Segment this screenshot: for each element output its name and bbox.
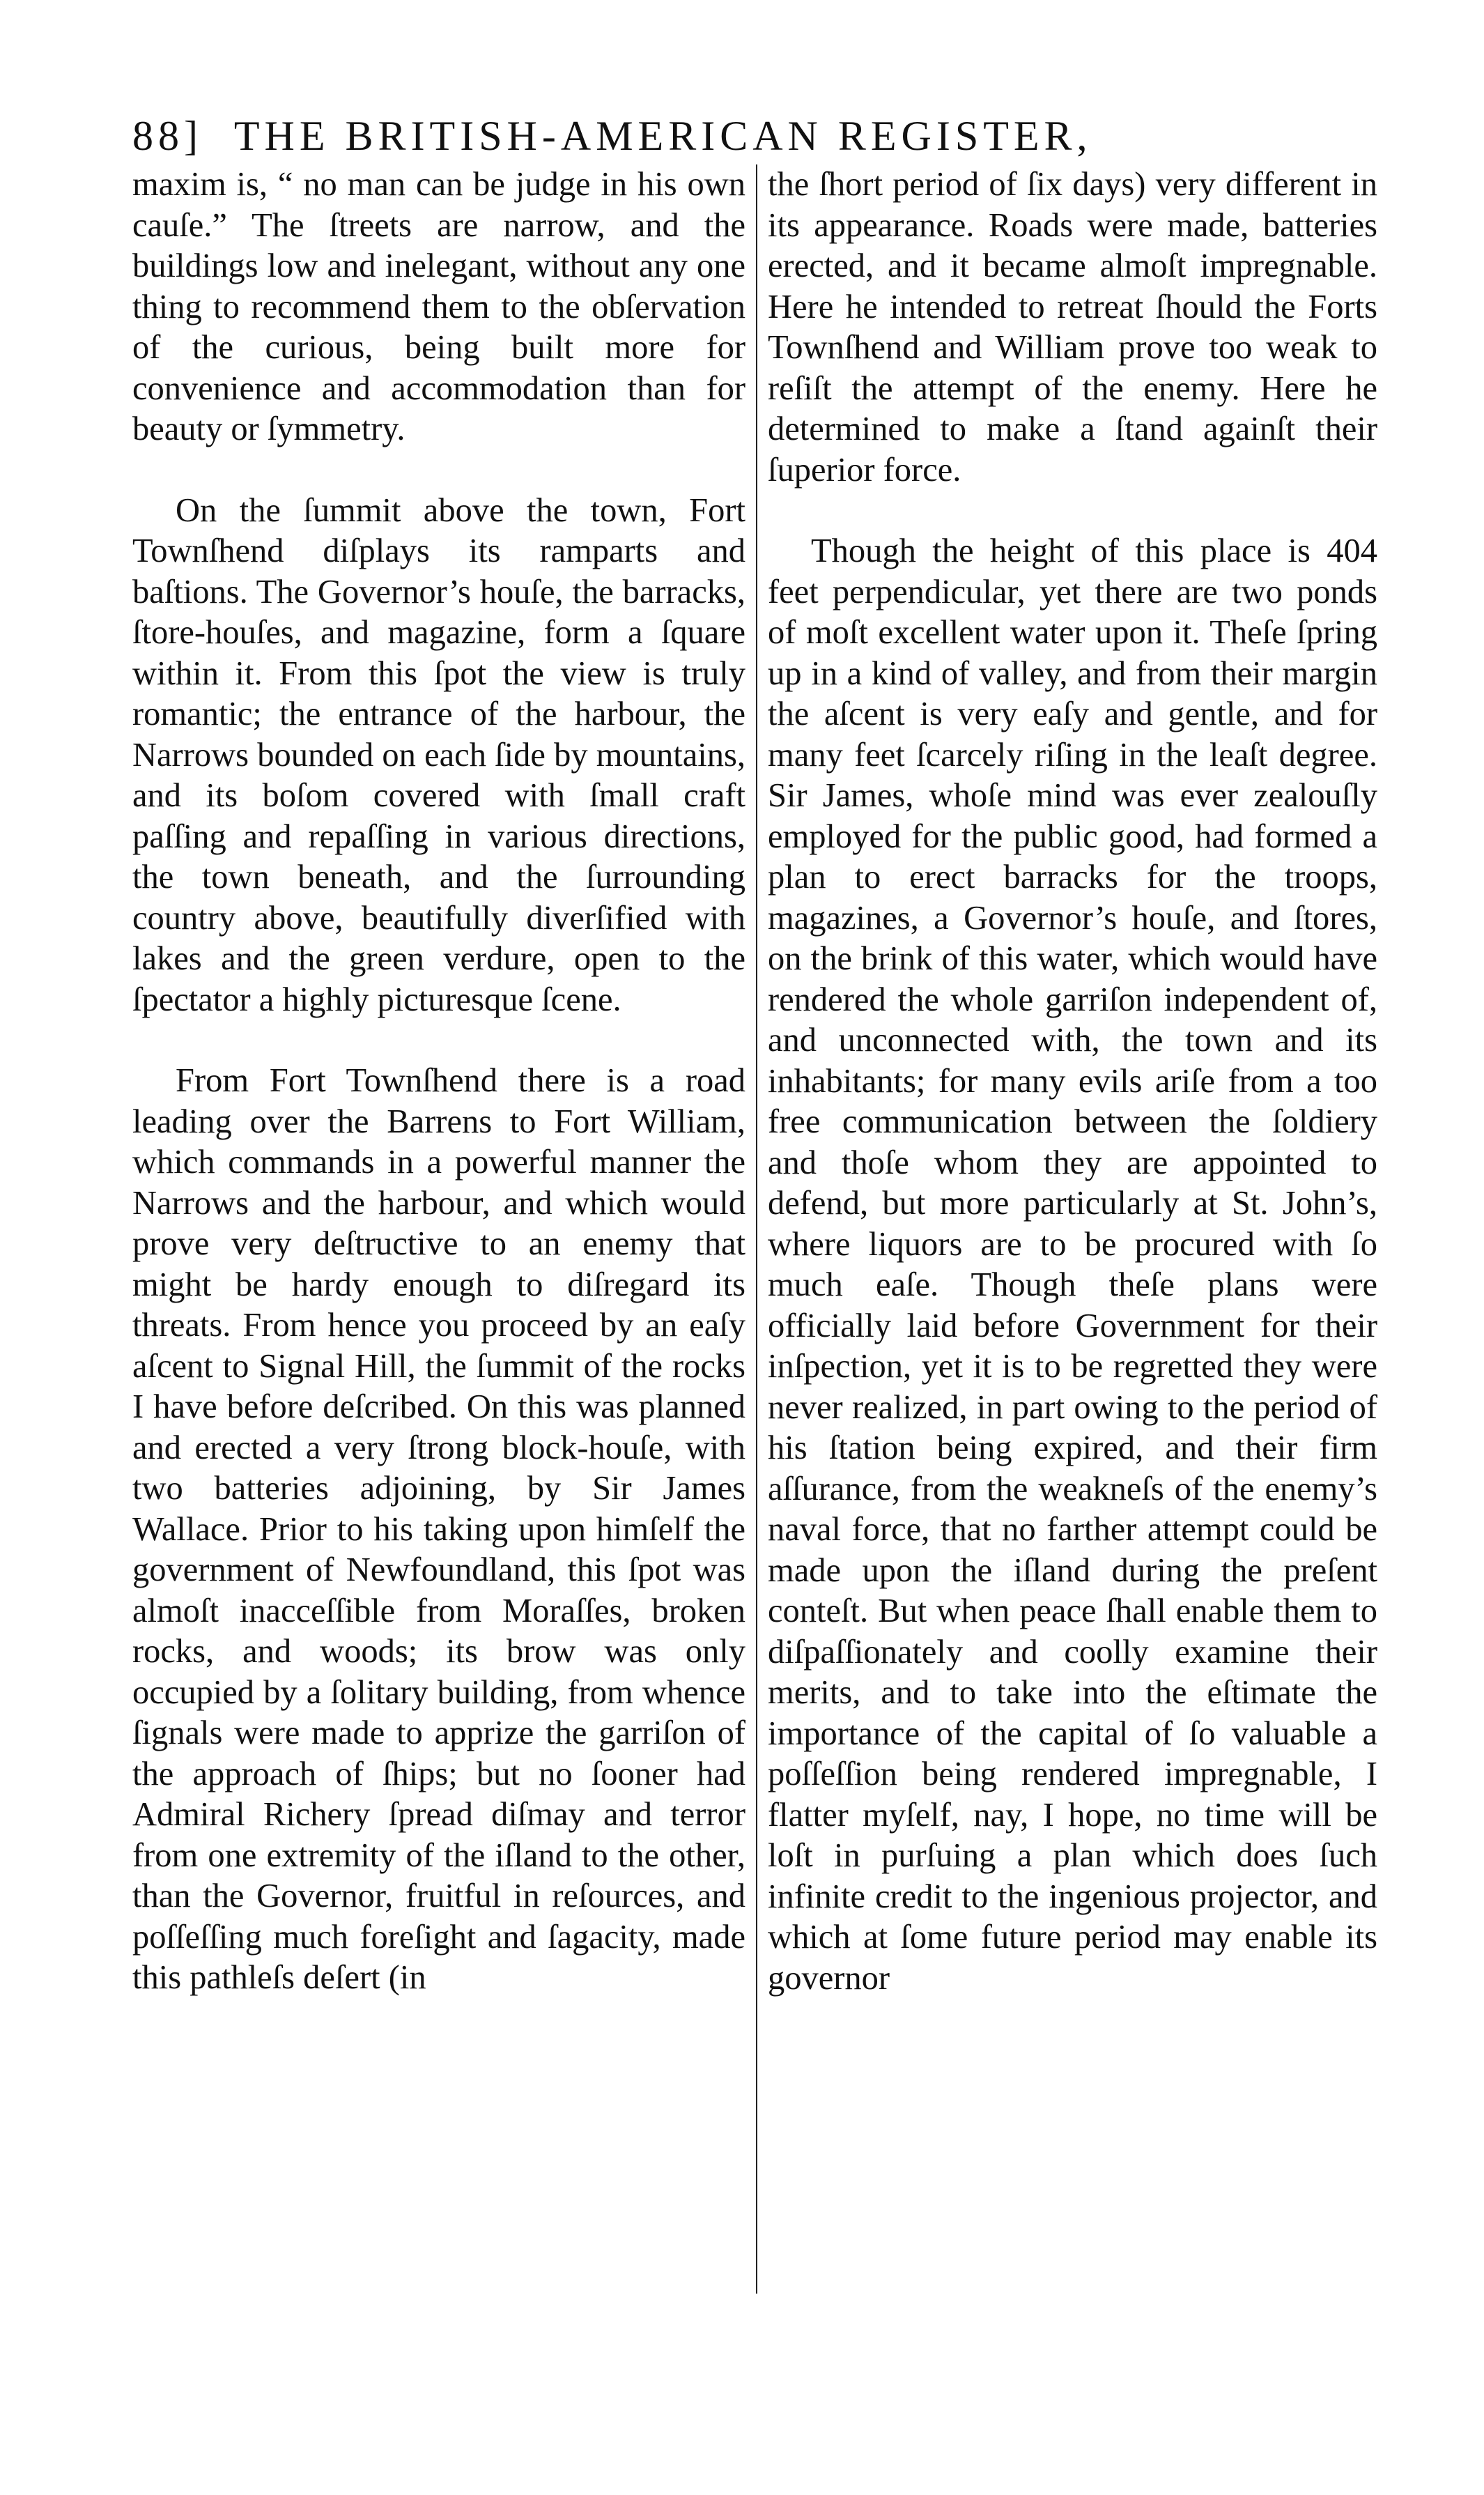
paragraph-continued: the ſhort period of ſix days) very different in its appearance. Roads were made, batteries erected, and it became almoſt impregnable. Here he intended to retreat ſhould the Forts Townſhend and William prove too weak to reſiſt the attempt of the enemy. Here he determined to make a ſtand againſt their ſuperior force.	[768, 166, 1377, 489]
column-divider	[756, 164, 757, 2294]
page-number: 88]	[132, 113, 203, 159]
paragraph: From Fort Townſhend there is a road leading over the Barrens to Fort William, which commands in a powerful manner the Narrows and the harbour, and which would prove very deſtructive to an enemy that might be hardy enough to diſregard its threats. From hence you proceed by an eaſy aſcent to Signal Hill, the ſummit of the rocks I have before deſcribed. On this was planned and erected a very ſtrong block-houſe, with two batteries adjoining, by Sir James Wallace. Prior to his taking upon himſelf the government of Newfoundland, this ſpot was almoſt inacceſſible from Moraſſes, broken rocks, and woods; its brow was only occupied by a ſolitary building, from whence ſignals were made to apprize the garriſon of the approach of ſhips; but no ſooner had Admiral Richery ſpread diſmay and terror from one extremity of the iſland to the other, than the Governor, fruitful in reſources, and poſſeſſing much foreſight and ſagacity, made this pathleſs deſert (in	[132, 1062, 745, 1996]
paragraph: Though the height of this place is 404 feet perpendicular, yet there are two ponds of moſt excellent water upon it. Theſe ſpring up in a kind of valley, and from their margin the aſcent is very eaſy and gentle, and for many feet ſcarcely riſing in the leaſt degree. Sir James, whoſe mind was ever zealouſly employed for the public good, had formed a plan to erect barracks for the troops, magazines, a Governor’s houſe, and ſtores, on the brink of this water, which would have rendered the whole garriſon independent of, and unconnected with, the town and its inhabitants; for many evils ariſe from a too free communication between the ſoldiery and thoſe whom they are appointed to defend, but more particularly at St. John’s, where liquors are to be procured with ſo much eaſe. Though theſe plans were officially laid before Government for their inſpection, yet it is to be regretted they were never realized, in part owing to the period of his ſtation being expired, and their firm aſſurance, from the weakneſs of the enemy’s naval force, that no farther attempt could be made upon the iſland during the preſent conteſt. But when peace ſhall enable them to diſpaſſionately and coolly examine their merits, and to take into the eſtimate the importance of the capital of ſo valuable a poſſeſſion being rendered impregnable, I flatter myſelf, nay, I hope, no time will be loſt in purſuing a plan which does ſuch infinite credit to the ingenious projector, and which at ſome future period may enable its governor	[768, 532, 1377, 1997]
left-column	[132, 164, 745, 2290]
right-column	[768, 164, 1377, 2290]
running-header	[132, 105, 1386, 167]
paragraph-continued: maxim is, “ no man can be judge in his own cauſe.” The ſtreets are narrow, and the buildings low and inelegant, without any one thing to recommend them to the obſervation of the curious, being built more for convenience and accommodation than for beauty or ſymmetry.	[132, 166, 745, 447]
paragraph: On the ſummit above the town, Fort Townſhend diſplays its ramparts and baſtions. The Governor’s houſe, the barracks, ſtore-houſes, and magazine, form a ſquare within it. From this ſpot the view is truly romantic; the entrance of the harbour, the Narrows bounded on each ſide by mountains, and its boſom covered with ſmall craft paſſing and repaſſing in various directions, the town beneath, and the ſurrounding country above, beautifully diverſified with lakes and the green verdure, open to the ſpectator a highly picturesque ſcene.	[132, 491, 745, 1018]
running-title: THE BRITISH-AMERICAN REGISTER,	[233, 113, 1092, 159]
